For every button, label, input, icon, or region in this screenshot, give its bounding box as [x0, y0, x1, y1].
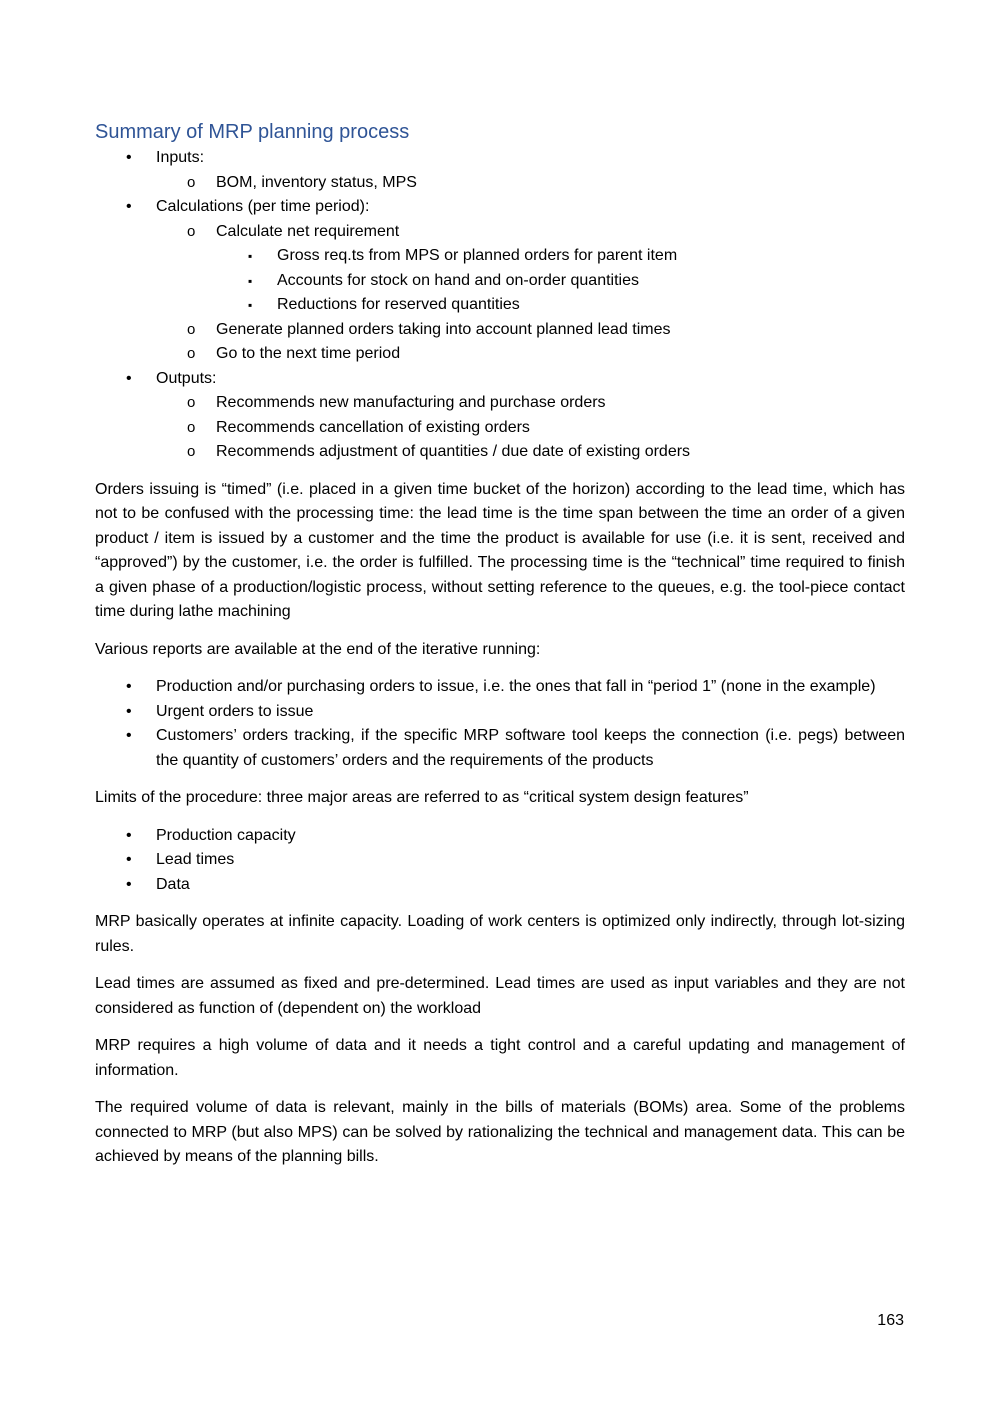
- list-item-text: BOM, inventory status, MPS: [216, 173, 417, 191]
- list-item: [95, 391, 905, 416]
- paragraph-data: MRP requires a high volume of data and it needs a tight control and a careful updating and management of information.: [95, 1037, 905, 1079]
- bullet-marker: •: [126, 702, 132, 720]
- circle-marker: o: [187, 443, 196, 460]
- limits-list: [95, 824, 905, 898]
- list-item-text: Data: [156, 875, 190, 893]
- list-item: [95, 220, 905, 245]
- list-item-text: Recommends new manufacturing and purchase orders: [216, 394, 606, 411]
- list-item-text: Gross req.ts from MPS or planned orders for parent item: [277, 247, 678, 264]
- circle-marker: o: [187, 173, 196, 191]
- bullet-marker: •: [126, 851, 132, 868]
- list-item-text: Inputs:: [156, 149, 205, 166]
- list-item-text: Reductions for reserved quantities: [277, 296, 520, 313]
- list-item: [95, 873, 905, 898]
- list-item-text: Urgent orders to issue: [156, 702, 314, 720]
- list-item: [95, 724, 905, 773]
- list-item: [95, 824, 905, 849]
- square-marker: ▪: [248, 298, 253, 312]
- bullet-marker: •: [126, 826, 132, 844]
- summary-list: [95, 146, 905, 465]
- bullet-marker: •: [126, 678, 132, 695]
- list-item: [95, 416, 905, 441]
- list-item-outputs: [95, 367, 905, 392]
- list-item-text: Outputs:: [156, 369, 217, 387]
- list-item-text: Calculate net requirement: [216, 222, 400, 240]
- page-number: 163: [877, 1312, 904, 1329]
- list-item-text: Recommends cancellation of existing orders: [216, 418, 530, 436]
- paragraph-capacity: MRP basically operates at infinite capacity. Loading of work centers is optimized only indirectly, through lot-sizing rules.: [95, 913, 905, 955]
- circle-marker: o: [187, 222, 196, 240]
- bullet-marker: •: [126, 198, 132, 215]
- paragraph-reports: Various reports are available at the end of the iterative running:: [95, 640, 541, 658]
- bullet-marker: •: [126, 875, 132, 893]
- list-item-text: Generate planned orders taking into account planned lead times: [216, 320, 671, 338]
- list-item: [95, 171, 905, 196]
- list-item-text: Production capacity: [156, 826, 296, 844]
- list-item: [95, 244, 905, 269]
- list-item-inputs: [95, 146, 905, 171]
- list-item: [95, 318, 905, 343]
- circle-marker: o: [187, 418, 196, 436]
- bullet-marker: •: [126, 369, 132, 387]
- square-marker: ▪: [248, 273, 253, 288]
- list-item: [95, 675, 905, 700]
- circle-marker: o: [187, 394, 196, 411]
- list-item-text: Accounts for stock on hand and on-order quantities: [277, 271, 639, 289]
- list-item-text: Lead times: [156, 851, 235, 868]
- reports-list: [95, 675, 905, 773]
- list-item-calculations: [95, 195, 905, 220]
- list-item: [95, 293, 905, 318]
- bullet-marker: •: [126, 727, 132, 744]
- list-item-text: Go to the next time period: [216, 345, 401, 362]
- circle-marker: o: [187, 320, 196, 338]
- list-item: [95, 700, 905, 725]
- bullet-marker: •: [126, 149, 132, 166]
- paragraph-orders-issuing: Orders issuing is “timed” (i.e. placed in a given time bucket of the horizon) according to the lead time, which has not to be confused with the processing time: the lead time is the time span between the time an order of a given product / item is issued by a customer and the time the product is available for use (i.e. it is sent, received and “approved”) by the customer, i.e. the order is fulfilled. The processing time is the “technical” time required to finish a given phase of a production/logistic process, without setting reference to the queues, e.g. the tool-piece contact time during lathe machining: [95, 480, 905, 620]
- list-item-text: Production and/or purchasing orders to issue, i.e. the ones that fall in “period 1” (none in the example): [156, 678, 876, 695]
- document-page: [95, 118, 905, 1170]
- list-item-text: Calculations (per time period):: [156, 198, 370, 215]
- list-item: [95, 848, 905, 873]
- square-marker: ▪: [248, 249, 253, 263]
- list-item: [95, 342, 905, 367]
- list-item-text: Recommends adjustment of quantities / due date of existing orders: [216, 443, 691, 460]
- list-item: [95, 269, 905, 294]
- list-item-text: Customers’ orders tracking, if the specific MRP software tool keeps the connection (i.e. pegs) between the quantity of customers’ orders and the requirements of the products: [156, 727, 905, 769]
- paragraph-bom: The required volume of data is relevant, mainly in the bills of materials (BOMs) area. Some of the problems connected to MRP (but also MPS) can be solved by rationalizing the technical and management data. This can be achieved by means of the planning bills.: [95, 1099, 905, 1165]
- list-item: [95, 440, 905, 465]
- paragraph-lead-times: Lead times are assumed as fixed and pre-determined. Lead times are used as input variables and they are not considered as function of (dependent on) the workload: [95, 975, 905, 1017]
- circle-marker: o: [187, 345, 196, 362]
- paragraph-limits: Limits of the procedure: three major areas are referred to as “critical system design features”: [95, 789, 749, 806]
- section-heading: Summary of MRP planning process: [95, 121, 410, 143]
